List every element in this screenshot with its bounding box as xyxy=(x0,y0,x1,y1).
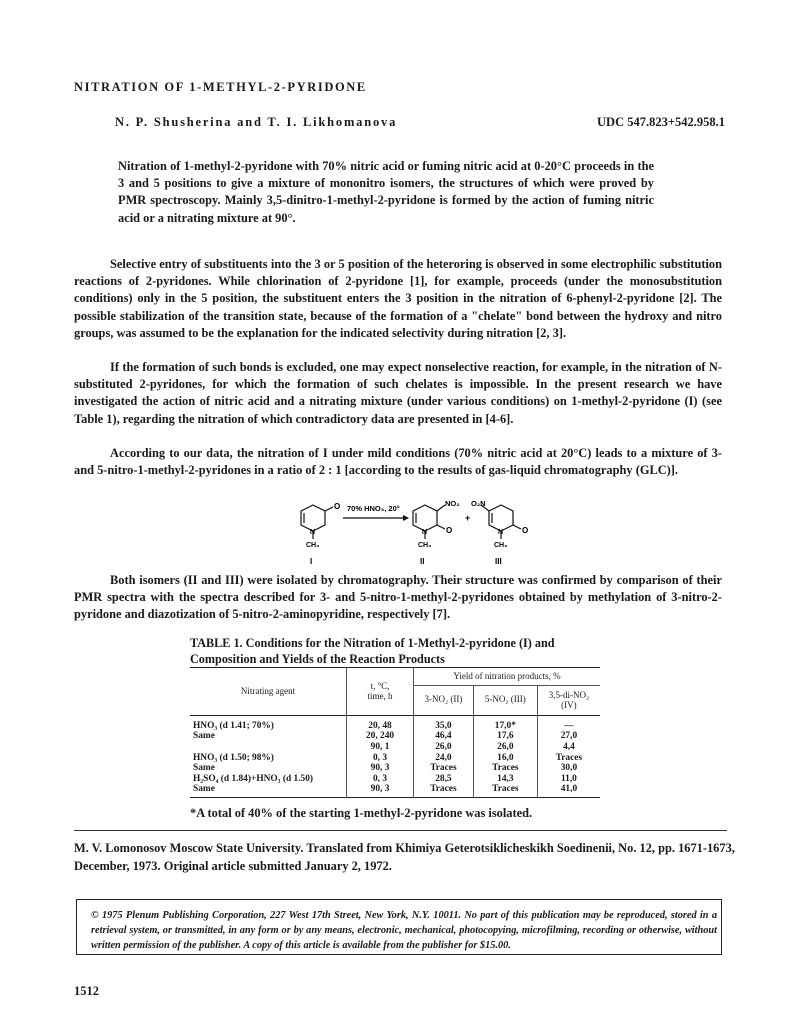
header-nitrating-agent: Nitrating agent xyxy=(190,668,347,716)
copyright-text: © 1975 Plenum Publishing Corporation, 227 West 17th Street, New York, N.Y. 10011. No part of this publication may be reproduced, stored in a retrieval system, or transmitted, in any form or by any means, electronic, mechanical, photocopying, microfilming, recording or otherwise, without written permission of the publisher. A copy of this article is available from the publisher for $15.00. xyxy=(91,910,717,951)
copyright-box xyxy=(76,899,722,955)
cell-time: 1 xyxy=(384,741,390,752)
cell-agent: HNO₃ (d 1.50; 98%) xyxy=(193,752,274,763)
cell-5no2: 17,6 xyxy=(473,731,537,742)
paragraph-1 xyxy=(74,256,722,342)
compound-iii-n-label: N xyxy=(498,529,504,536)
cell-dino2: 30,0 xyxy=(537,763,600,774)
header-3no2: 3-NO₂ (II) xyxy=(414,685,474,715)
compound-ii-o-label: O xyxy=(446,526,453,535)
cell-dino2: 27,0 xyxy=(537,731,600,742)
header-dino2-sub: (IV) xyxy=(561,700,577,711)
header-temp-time xyxy=(347,668,414,716)
table-body xyxy=(190,715,600,797)
cell-agent: H₂SO₄ (d 1.84)+HNO₃ (d 1.50) xyxy=(193,773,314,784)
cell-temp: 0, xyxy=(372,773,380,784)
table-footnote: *A total of 40% of the starting 1-methyl-2-pyridone was isolated. xyxy=(190,806,533,820)
plus-sign: + xyxy=(465,513,471,523)
abstract: Nitration of 1-methyl-2-pyridone with 70% nitric acid or fuming nitric acid at 0-20°C proceeds in the 3 and 5 positions to give a mixture of mononitro isomers, the structures of which were proved by PMR spectroscopy. Mainly 3,5-dinitro-1-methyl-2-pyridone is formed by the action of fuming nitric acid or a nitrating mixture at 90°. xyxy=(118,159,654,225)
cell-time: 3 xyxy=(384,784,390,795)
cell-5no2: 26,0 xyxy=(473,742,537,753)
cell-temp-time xyxy=(347,753,414,764)
header-5no2: 5-NO₂ (III) xyxy=(473,685,537,715)
cell-time: 48 xyxy=(382,720,392,731)
cell-dino2: 11,0 xyxy=(537,774,600,785)
paragraph-2-text: If the formation of such bonds is excluded, one may expect nonselective reaction, for example, in the nitration of N-substituted 2-pyridones, for which the formation of such chelates is impossible. In the present research we have investigated the action of nitric acid and a nitrating mixture (under various conditions) on 1-methyl-2-pyridone (I) (see Table 1), regarding the nitration of which contradictory data are presented in [4-6]. xyxy=(74,360,722,426)
compound-i-n-label: N xyxy=(310,529,316,536)
compound-iii-label: III xyxy=(495,557,502,566)
cell-dino2: Traces xyxy=(537,753,600,764)
cell-3no2: 35,0 xyxy=(414,715,474,731)
compound-ii-no2-label: NO₂ xyxy=(445,499,460,508)
cell-3no2: 26,0 xyxy=(414,742,474,753)
cell-temp: 90, xyxy=(370,763,383,774)
reaction-scheme xyxy=(285,497,545,569)
cell-temp-time xyxy=(347,784,414,797)
cell-time: 3 xyxy=(382,752,388,763)
cell-dino2: — xyxy=(537,715,600,731)
cell-temp-time xyxy=(347,715,414,731)
compound-i-label: I xyxy=(310,557,313,566)
cell-3no2: 28,5 xyxy=(414,774,474,785)
footer-divider xyxy=(74,830,727,831)
table-row xyxy=(190,784,600,797)
paragraph-2 xyxy=(74,359,722,428)
header-dino2 xyxy=(537,685,600,715)
cell-3no2: Traces xyxy=(414,784,474,797)
cell-dino2: 4,4 xyxy=(537,742,600,753)
page-number: 1512 xyxy=(74,984,99,998)
header-temp: t, °C, xyxy=(370,680,390,691)
cell-3no2: Traces xyxy=(414,763,474,774)
table-row xyxy=(190,774,600,785)
cell-agent: Same xyxy=(193,784,215,795)
cell-temp-time xyxy=(347,731,414,742)
cell-temp: 20, xyxy=(365,731,378,742)
udc-code: UDC 547.823+542.958.1 xyxy=(597,115,725,129)
compound-i-ch3-label: CH₃ xyxy=(306,542,320,549)
cell-5no2: Traces xyxy=(473,784,537,797)
cell-agent: HNO₃ (d 1.41; 70%) xyxy=(193,720,274,731)
affiliation-note: M. V. Lomonosov Moscow State University. Translated from Khimiya Geterotsiklicheskikh Soedinenii, No. 12, pp. 1671-1673, December, 1973. Original article submitted January 2, 1972. xyxy=(74,841,735,873)
table-row xyxy=(190,731,600,742)
cell-5no2: Traces xyxy=(473,763,537,774)
table-caption: TABLE 1. Conditions for the Nitration of 1-Methyl-2-pyridone (I) and Composition and Yields of the Reaction Products xyxy=(190,636,555,666)
cell-agent: Same xyxy=(193,731,215,742)
cell-temp-time xyxy=(347,742,414,753)
compound-ii-ch3-label: CH₃ xyxy=(418,542,432,549)
authors: N. P. Shusherina and T. I. Likhomanova xyxy=(115,115,398,129)
table-row xyxy=(190,742,600,753)
article-title: NITRATION OF 1-METHYL-2-PYRIDONE xyxy=(74,80,367,94)
cell-temp: 90, xyxy=(370,784,383,795)
results-table xyxy=(190,667,600,798)
cell-temp: 90, xyxy=(370,741,383,752)
cell-5no2: 14,3 xyxy=(473,774,537,785)
compound-iii-ch3-label: CH₃ xyxy=(494,542,508,549)
cell-temp: 0, xyxy=(372,752,380,763)
paragraph-4-text: Both isomers (II and III) were isolated by chromatography. Their structure was confirmed by comparison of their PMR spectra with the spectra described for 3- and 5-nitro-1-methyl-2-pyridones obtained by methylation of 3-nitro-2-pyridone and diazotization of 5-nitro-2-aminopyridine, respectively [7]. xyxy=(74,573,722,622)
compound-i-structure xyxy=(301,505,333,539)
cell-agent: Same xyxy=(193,763,215,774)
cell-agent xyxy=(190,742,347,753)
paragraph-3 xyxy=(74,445,722,479)
table-row xyxy=(190,715,600,731)
cell-temp-time xyxy=(347,763,414,774)
compound-iii-o-label: O xyxy=(522,526,529,535)
cell-time: 240 xyxy=(380,731,395,742)
cell-3no2: 24,0 xyxy=(414,753,474,764)
reaction-conditions: 70% HNO₃, 20° xyxy=(347,504,400,513)
reaction-arrow-head xyxy=(403,515,409,521)
cell-5no2: 17,0* xyxy=(473,715,537,731)
cell-5no2: 16,0 xyxy=(473,753,537,764)
cell-temp-time xyxy=(347,774,414,785)
compound-iii-no2-label: O₂N xyxy=(471,499,486,508)
compound-ii-n-label: N xyxy=(422,529,428,536)
cell-time: 3 xyxy=(384,763,390,774)
paragraph-1-text: Selective entry of substituents into the 3 or 5 position of the heteroring is observed in some electrophilic substitution reactions of 2-pyridones. While chlorination of 2-pyridone [1], for example, proceeds (under the monosubstitution conditions) only in the 5 position, the substituent enters the 3 position in the nitration of 6-phenyl-2-pyridone [2]. The possible stabilization of the transition state, because of the formation of a "chelate" bond between the hydroxy and nitro groups, was assumed to be the explanation for the indicated selectivity during nitration [2, 3]. xyxy=(74,257,722,340)
compound-ii-label: II xyxy=(420,557,425,566)
table-row xyxy=(190,753,600,764)
header-time: time, h xyxy=(367,691,393,702)
header-dino2-label: 3,5-di-NO₂ xyxy=(548,689,590,700)
cell-temp: 20, xyxy=(368,720,380,731)
cell-dino2: 41,0 xyxy=(537,784,600,797)
table-row xyxy=(190,763,600,774)
paragraph-3-text: According to our data, the nitration of I under mild conditions (70% nitric acid at 20°C) leads to a mixture of 3- and 5-nitro-1-methyl-2-pyridones in a ratio of 2 : 1 [according to the results of gas-liquid chromatography (GLC)]. xyxy=(74,446,722,478)
cell-time: 3 xyxy=(382,773,388,784)
compound-ii-structure xyxy=(413,505,445,539)
cell-3no2: 46,4 xyxy=(414,731,474,742)
compound-i-o-label: O xyxy=(334,502,341,511)
header-yield: Yield of nitration products, % xyxy=(414,668,601,686)
paragraph-4 xyxy=(74,572,722,624)
